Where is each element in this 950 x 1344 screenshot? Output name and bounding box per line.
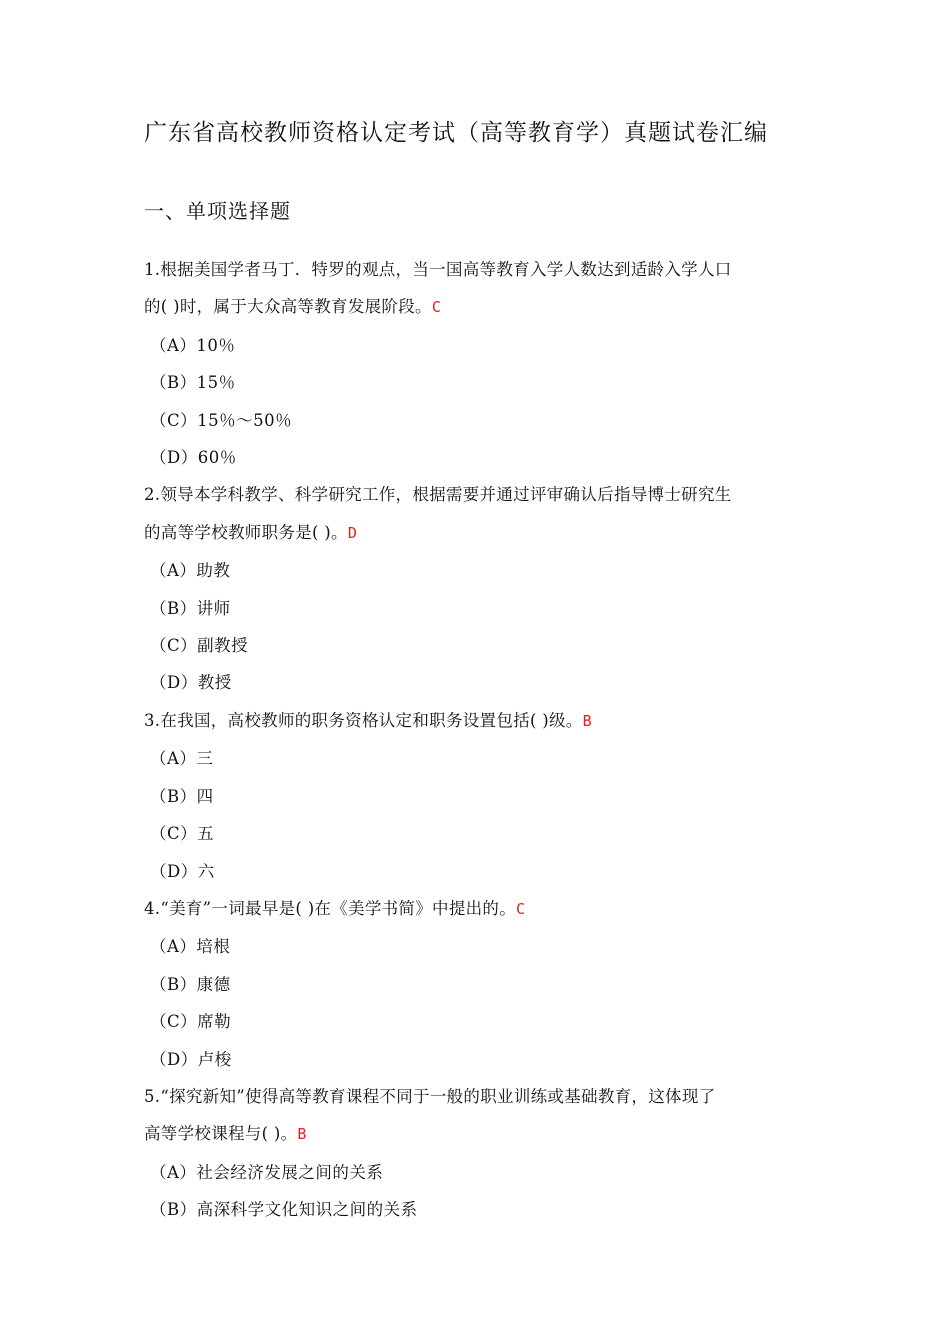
question-text-line: 2.领导本学科教学、科学研究工作，根据需要并通过评审确认后指导博士研究生	[144, 485, 732, 505]
option-c: （C）15％～50％	[150, 410, 293, 430]
question-text: 的高等学校教师职务是( )。	[144, 522, 348, 542]
option-d: （D）教授	[150, 673, 232, 693]
option-a: （A）培根	[150, 937, 231, 957]
answer-key: C	[516, 899, 526, 918]
question-text: 4.“美育”一词最早是( )在《美学书简》中提出的。	[144, 898, 517, 918]
option-b: （B）四	[150, 786, 214, 806]
option-c: （C）副教授	[150, 636, 249, 656]
answer-key: C	[431, 298, 442, 317]
option-b: （B）高深科学文化知识之间的关系	[150, 1200, 418, 1220]
question-list	[144, 251, 824, 1229]
option-a: （A）社会经济发展之间的关系	[150, 1162, 384, 1182]
question-text-line	[144, 1115, 824, 1153]
option-a: （A）10％	[150, 335, 236, 355]
document-title: 广东省高校教师资格认定考试（高等教育学）真题试卷汇编	[144, 120, 768, 146]
question-text-line: 1.根据美国学者马丁．特罗的观点，当一国高等教育入学人数达到适龄入学人口	[144, 260, 732, 279]
question-4	[144, 890, 824, 1078]
option-a: （A）助教	[150, 561, 231, 581]
section-heading: 一、单项选择题	[144, 199, 291, 223]
option-b: （B）讲师	[150, 598, 231, 618]
option-c: （C）五	[150, 824, 215, 844]
option-d: （D）六	[150, 861, 215, 881]
option-d: （D）60％	[150, 448, 237, 468]
option-c: （C）席勒	[150, 1012, 232, 1032]
question-text-line	[144, 890, 824, 928]
answer-key: D	[347, 523, 358, 542]
question-5	[144, 1078, 824, 1229]
question-text: 高等学校课程与( )。	[144, 1124, 298, 1144]
question-1	[144, 251, 824, 476]
option-d: （D）卢梭	[150, 1049, 232, 1069]
option-b: （B）康德	[150, 974, 231, 994]
option-a: （A）三	[150, 749, 214, 769]
question-text-line	[144, 514, 824, 552]
answer-key: B	[582, 711, 592, 730]
question-text-line	[144, 702, 824, 740]
question-text-line	[144, 288, 824, 326]
answer-key: B	[297, 1125, 307, 1144]
question-text-line: 5.“探究新知”使得高等教育课程不同于一般的职业训练或基础教育，这体现了	[144, 1086, 716, 1106]
question-text: 的( )时，属于大众高等教育发展阶段。	[144, 297, 432, 317]
option-b: （B）15％	[150, 373, 236, 393]
question-2	[144, 476, 824, 701]
question-3	[144, 702, 824, 890]
question-text: 3.在我国，高校教师的职务资格认定和职务设置包括( )级。	[144, 710, 583, 730]
